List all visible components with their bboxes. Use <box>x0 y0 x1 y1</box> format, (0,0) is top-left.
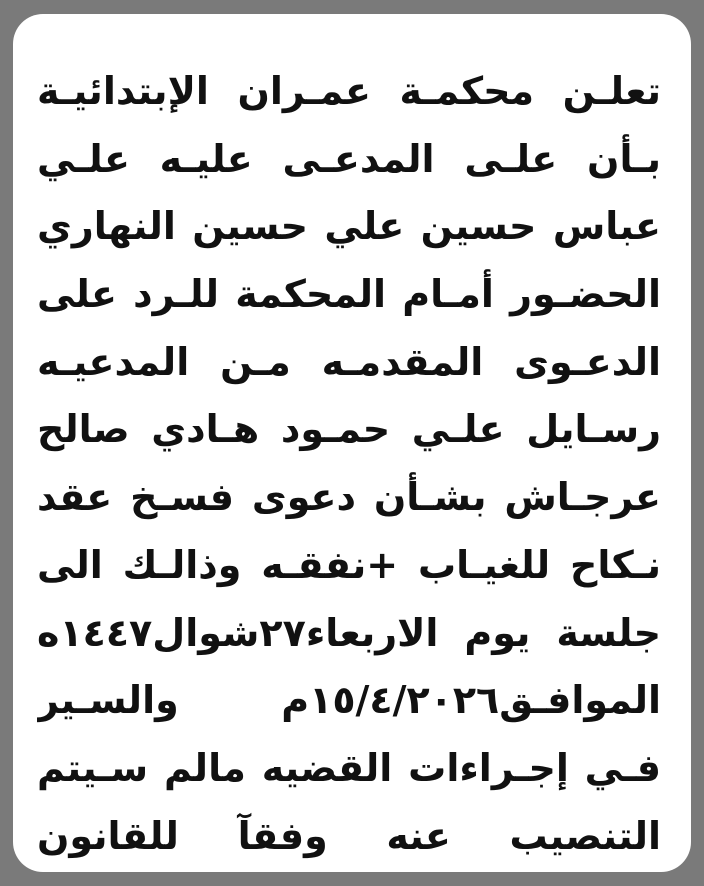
notice-line: عرجـاش بشـأن دعوى فسـخ عقد <box>37 475 661 520</box>
notice-line: فـي إجـراءات القضيه مالم سـيتم <box>37 745 661 790</box>
notice-line: الموافـق١٥/٤/٢٠٢٦م والسـير <box>37 678 661 723</box>
notice-line: الحضـور أمـام المحكمة للـرد على <box>37 272 661 317</box>
notice-line: عباس حسين علي حسين النهاري <box>37 204 661 249</box>
notice-line: نـكاح للغيـاب +نفقـه وذالـك الى <box>37 542 661 587</box>
notice-line: التنصيب عنه وفقآ للقانون <box>37 813 661 858</box>
court-notice <box>13 14 691 872</box>
notice-line: الدعـوى المقدمـه مـن المدعيـه <box>37 339 661 384</box>
notice-line: بـأن علـى المدعـى عليـه علـي <box>37 136 661 181</box>
notice-line: تعلـن محكمـة عمـران الإبتدائيـة <box>37 69 661 113</box>
notice-line: رسـايل علـي حمـود هـادي صالح <box>37 407 661 452</box>
notice-line: جلسة يوم الاربعاء٢٧شوال١٤٤٧ه <box>37 610 661 655</box>
